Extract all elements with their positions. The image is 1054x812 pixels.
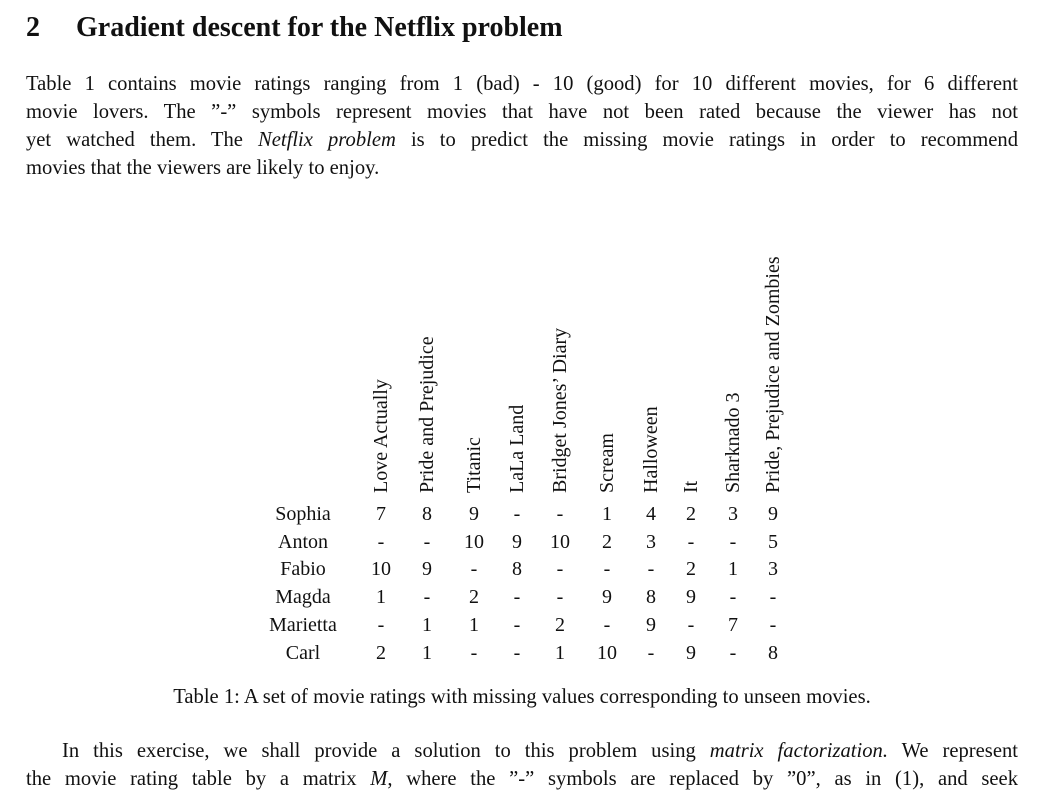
- rating-cell: -: [377, 614, 385, 636]
- column-header: Sharknado 3: [722, 392, 744, 493]
- rating-cell: 9: [646, 614, 656, 636]
- intro-text: is to predict the missing movie ratings in order to recommend: [395, 129, 1018, 151]
- rating-cell: -: [423, 586, 431, 608]
- rating-cell: -: [377, 531, 385, 553]
- rating-cell: -: [729, 642, 737, 664]
- row-header: Anton: [278, 531, 328, 553]
- rating-cell: 10: [597, 642, 617, 664]
- rating-cell: -: [603, 558, 611, 580]
- row-header: Marietta: [269, 614, 337, 636]
- rating-cell: 7: [376, 503, 386, 525]
- rating-cell: 5: [768, 531, 778, 553]
- intro-line: movie lovers. The ”-” symbols represent movies that have not been rated because the viewer has not: [26, 101, 1018, 123]
- rating-cell: -: [423, 531, 431, 553]
- rating-cell: 2: [686, 503, 696, 525]
- rating-cell: -: [687, 531, 695, 553]
- rating-cell: 9: [422, 558, 432, 580]
- exercise-text: , where the ”-” symbols are replaced by ”0”, as in (1), and seek: [387, 768, 1018, 790]
- rating-cell: 9: [768, 503, 778, 525]
- column-header: LaLa Land: [506, 404, 528, 493]
- rating-cell: 9: [512, 531, 522, 553]
- rating-cell: -: [470, 642, 478, 664]
- rating-cell: 1: [376, 586, 386, 608]
- rating-cell: 2: [686, 558, 696, 580]
- column-header: Halloween: [640, 406, 662, 493]
- rating-cell: 8: [512, 558, 522, 580]
- rating-cell: -: [470, 558, 478, 580]
- rating-cell: 9: [686, 642, 696, 664]
- rating-cell: 4: [646, 503, 656, 525]
- rating-cell: -: [729, 531, 737, 553]
- intro-line: movies that the viewers are likely to enjoy.: [26, 157, 380, 179]
- column-header: Titanic: [463, 437, 485, 493]
- rating-cell: -: [513, 586, 521, 608]
- rating-cell: -: [556, 558, 564, 580]
- section-title: Gradient descent for the Netflix problem: [76, 12, 563, 43]
- rating-cell: 9: [686, 586, 696, 608]
- rating-cell: -: [769, 614, 777, 636]
- column-header: Pride and Prejudice: [416, 336, 438, 493]
- rating-cell: -: [647, 642, 655, 664]
- matrix-symbol: M: [370, 768, 388, 790]
- rating-cell: -: [513, 503, 521, 525]
- intro-line: Table 1 contains movie ratings ranging from 1 (bad) - 10 (good) for 10 different movies, for 6 different: [26, 73, 1018, 95]
- column-header: It: [680, 480, 702, 493]
- section-number: 2: [26, 12, 40, 43]
- rating-cell: 8: [768, 642, 778, 664]
- rating-cell: -: [769, 586, 777, 608]
- row-header: Sophia: [275, 503, 331, 525]
- rating-cell: -: [687, 614, 695, 636]
- row-header: Fabio: [280, 558, 326, 580]
- rating-cell: -: [603, 614, 611, 636]
- rating-cell: 10: [464, 531, 484, 553]
- rating-cell: 3: [768, 558, 778, 580]
- exercise-text: the movie rating table by a matrix: [26, 768, 371, 790]
- rating-cell: 3: [728, 503, 738, 525]
- rating-cell: 8: [422, 503, 432, 525]
- rating-cell: 2: [602, 531, 612, 553]
- column-header: Bridget Jones’ Diary: [549, 327, 571, 493]
- exercise-text: In this exercise, we shall provide a solution to this problem using: [62, 740, 710, 762]
- rating-cell: -: [729, 586, 737, 608]
- rating-cell: 1: [422, 642, 432, 664]
- intro-text: yet watched them. The: [26, 129, 259, 151]
- rating-cell: 9: [602, 586, 612, 608]
- exercise-text: We represent: [887, 740, 1018, 762]
- rating-cell: 9: [469, 503, 479, 525]
- rating-cell: 2: [469, 586, 479, 608]
- rating-cell: 1: [469, 614, 479, 636]
- matrix-factorization-term: matrix factorization.: [709, 740, 888, 762]
- rating-cell: 3: [646, 531, 656, 553]
- rating-cell: 2: [555, 614, 565, 636]
- rating-cell: -: [513, 642, 521, 664]
- row-header: Carl: [285, 642, 321, 664]
- rating-cell: 10: [371, 558, 391, 580]
- row-header: Magda: [275, 586, 331, 608]
- exercise-paragraph: [26, 737, 1018, 793]
- table-caption: Table 1: A set of movie ratings with missing values corresponding to unseen movies.: [173, 686, 871, 708]
- rating-cell: 1: [555, 642, 565, 664]
- rating-cell: -: [556, 503, 564, 525]
- rating-cell: 10: [550, 531, 570, 553]
- intro-paragraph: [26, 70, 1018, 182]
- column-header: Love Actually: [370, 379, 392, 493]
- rating-cell: -: [556, 586, 564, 608]
- rating-cell: 2: [376, 642, 386, 664]
- column-header: Scream: [596, 433, 618, 493]
- rating-cell: 8: [646, 586, 656, 608]
- column-header: Pride, Prejudice and Zombies: [762, 256, 784, 493]
- rating-cell: 1: [602, 503, 612, 525]
- section-heading: [26, 12, 563, 44]
- rating-cell: -: [647, 558, 655, 580]
- intro-line: [26, 126, 1018, 154]
- rating-cell: 7: [728, 614, 738, 636]
- rating-cell: 1: [728, 558, 738, 580]
- netflix-problem-term: Netflix problem: [258, 129, 396, 151]
- rating-cell: 1: [422, 614, 432, 636]
- rating-cell: -: [513, 614, 521, 636]
- exercise-line: [26, 737, 1018, 765]
- exercise-line: [26, 765, 1018, 793]
